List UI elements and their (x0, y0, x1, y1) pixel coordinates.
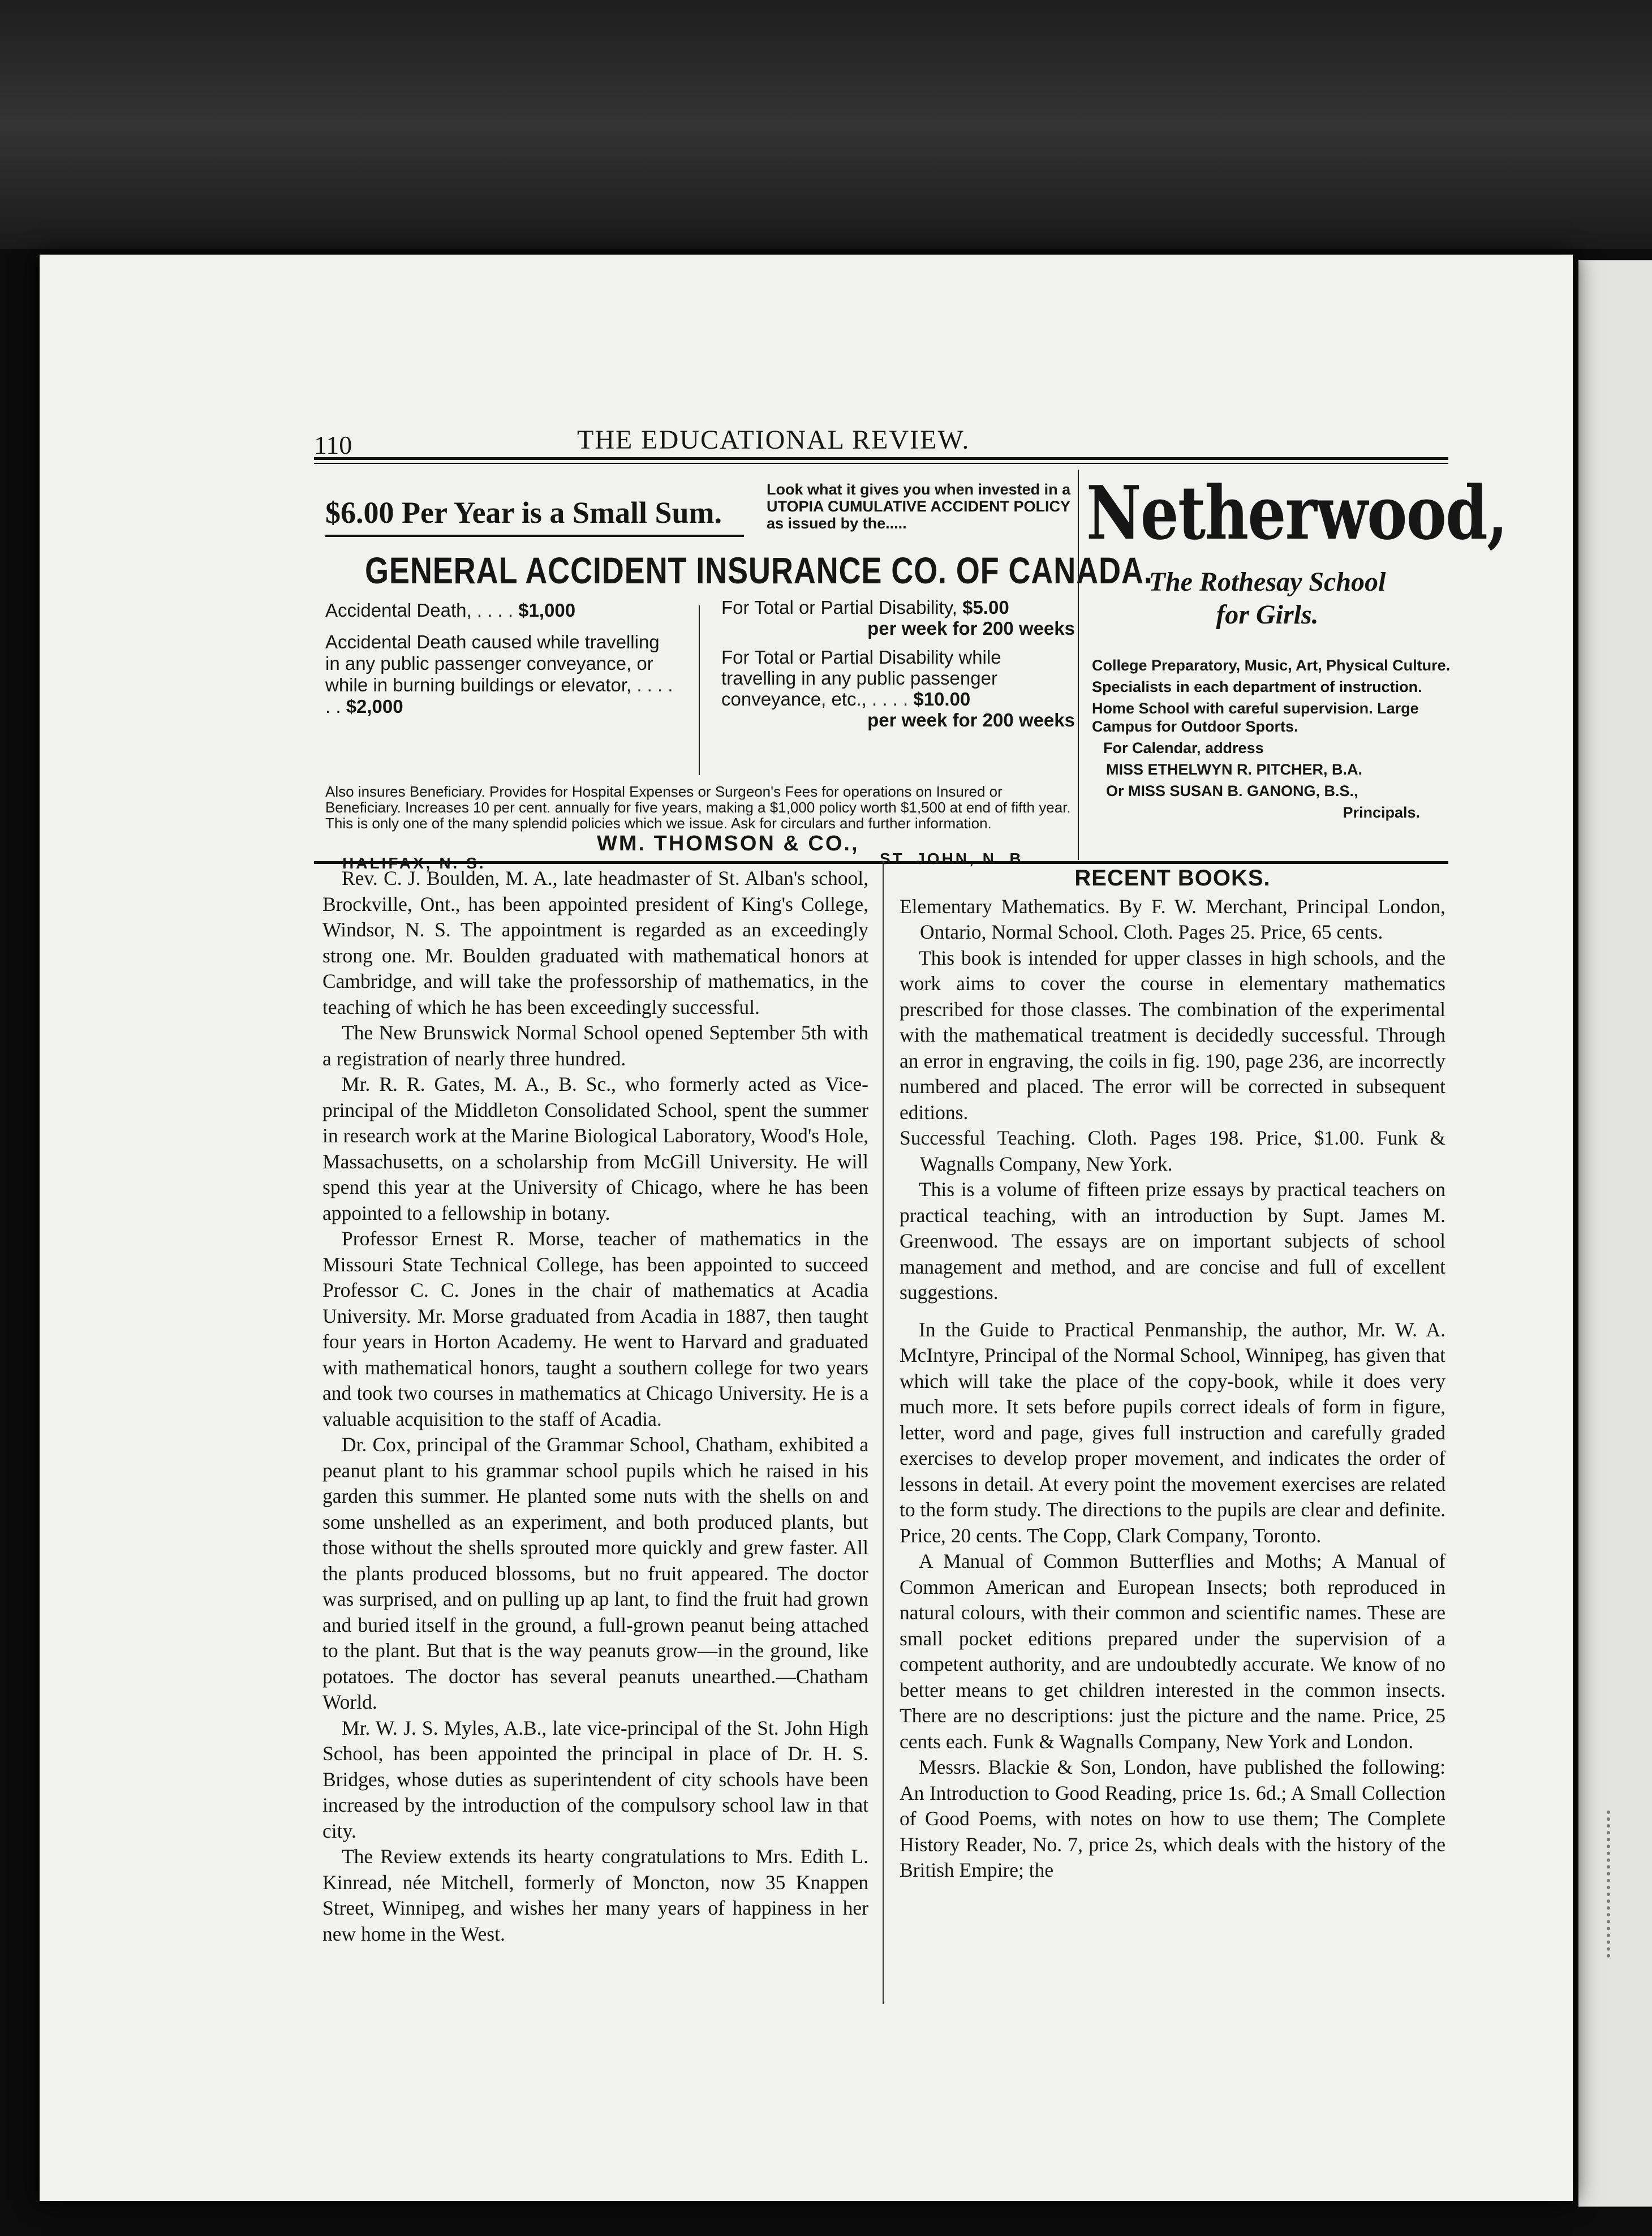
netherwood-subtitle-2: for Girls. (1216, 600, 1319, 630)
ad-headline-underline (325, 535, 744, 537)
paragraph-gap (900, 1306, 1445, 1317)
page-edge-marks (1607, 1811, 1616, 1958)
travel-death-text: Accidental Death caused while travelling in any public passenger conveyance, or while in burning buildings or elevator, . . . . . . (325, 631, 673, 717)
netherwood-subtitle (1081, 566, 1454, 631)
ad-side-note: Look what it gives you when invested in a UTOPIA CUMULATIVE ACCIDENT POLICY as issued by the..... (767, 481, 1071, 532)
insurance-company-name: GENERAL ACCIDENT INSURANCE CO. OF CANADA. (365, 549, 1153, 591)
travel-disability-amount: $10.00 (913, 689, 971, 710)
column-divider (883, 861, 884, 2004)
news-paragraph: Mr. R. R. Gates, M. A., B. Sc., who formerly acted as Vice-principal of the Middleton Consolidated School, spent the summer in research work at the Marine Biological Laboratory, Wood's Hole, Massachusetts, on a scholarship from McGill University. He will spend this year at the University of Chicago, where he has been appointed to a fellowship in botany. (322, 1073, 868, 1224)
book-review: Messrs. Blackie & Son, London, have published the following: An Introduction to Good Reading, price 1s. 6d.; A Small Collection of Good Poems, with notes on how to use them; The Complete History Reader, No. 7, price 2s, which deals with the history of the British Empire; the (900, 1756, 1445, 1881)
netherwood-details (1092, 656, 1454, 825)
benefits-divider (699, 605, 700, 775)
ad-headline: $6.00 Per Year is a Small Sum. (325, 496, 722, 530)
netherwood-specialists: Specialists in each department of instruction. (1092, 678, 1422, 695)
benefits-right (721, 597, 1075, 738)
netherwood-subtitle-1: The Rothesay School (1148, 567, 1386, 597)
netherwood-calendar-note: For Calendar, address (1103, 739, 1264, 756)
death-label: Accidental Death, . . . . (325, 600, 513, 621)
news-paragraph: The New Brunswick Normal School opened September 5th with a registration of nearly three hundred. (322, 1021, 868, 1070)
header-rule-thin (314, 463, 1448, 464)
news-column (322, 866, 868, 1947)
ad-agent: WM. THOMSON & CO., (597, 832, 859, 855)
news-paragraph: Mr. W. J. S. Myles, A.B., late vice-principal of the St. John High School, has been appointed the principal in place of Dr. H. S. Bridges, whose duties as superintendent of city schools have been increased by the introduction of the compulsory school law in that city. (322, 1716, 868, 1842)
travel-disability-text: For Total or Partial Disability while travelling in any public passenger conveyance, etc., . . . . (721, 647, 1001, 710)
netherwood-advertisement (1081, 470, 1507, 860)
disability-term: per week for 200 weeks (867, 618, 1075, 639)
news-paragraph: Dr. Cox, principal of the Grammar School, Chatham, exhibited a peanut plant to his grammar school pupils which he raised in his garden this summer. He planted some nuts with the shells on and some unshelled as an experiment, and both produced plants, but those without the shells sprouted more quickly and grew faster. All the plants produced blossoms, but no fruit appeared. The doctor was surprised, and on pulling up ap lant, to find the fruit had grown and buried itself in the ground, a full-grown peanut being attached to the plant. But that is the way peanuts grow—in the ground, like potatoes. The doctor has several peanuts unearthed.—Chatham World. (322, 1433, 868, 1713)
running-head: THE EDUCATIONAL REVIEW. (577, 425, 970, 455)
scanner-background (0, 0, 1652, 249)
book-review: This book is intended for upper classes in high schools, and the work aims to cover the course in elementary mathematics prescribed for those classes. The combination of the experimental with the mathematical treatment is decidedly successful. Through an error in engraving, the coils in fig. 190, page 236, are incorrectly numbered and placed. The error will be corrected in subsequent editions. (900, 946, 1445, 1124)
page-number: 110 (314, 431, 352, 459)
netherwood-principals-label: Principals. (1343, 804, 1420, 821)
book-review: A Manual of Common Butterflies and Moths; A Manual of Common American and European Insects; both reproduced in natural colours, with their common and scientific names. These are small pocket editions prepared under the supervision of a competent authority, and are undoubtedly accurate. We know of no better means to get children interested in the common insects. There are no descriptions: just the picture and the name. Price, 25 cents each. Funk & Wagnalls Company, New York and London. (900, 1550, 1445, 1753)
header-rule (314, 457, 1448, 460)
death-amount: $1,000 (518, 600, 576, 621)
netherwood-curriculum: College Preparatory, Music, Art, Physical Culture. (1092, 657, 1451, 674)
ad-city-halifax: HALIFAX, N. S. (342, 854, 486, 872)
recent-books-column (900, 866, 1445, 1884)
recent-books-title: RECENT BOOKS. (1074, 866, 1271, 891)
book-listing: Successful Teaching. Cloth. Pages 198. Price, $1.00. Funk & Wagnalls Company, New York. (900, 1126, 1445, 1175)
travel-disability-term: per week for 200 weeks (867, 710, 1075, 730)
netherwood-principal-1: MISS ETHELWYN R. PITCHER, B.A. (1106, 761, 1363, 778)
ad-fine-print: Also insures Beneficiary. Provides for Hospital Expenses or Surgeon's Fees for operations on Insured or Beneficiary. Increases 10 per cent. annually for five years, making a $1,000 policy worth $1,500 at end of fifth year. This is only one of the many splendid policies which we issue. Ask for circulars and further information. (325, 783, 1071, 832)
ad-city-st-john: ST. JOHN, N. B. (880, 850, 1030, 867)
netherwood-principal-2: Or MISS SUSAN B. GANONG, B.S., (1106, 782, 1358, 799)
news-paragraph: Professor Ernest R. Morse, teacher of mathematics in the Missouri State Technical College, has been appointed to succeed Professor C. C. Jones in the chair of mathematics at Acadia University. Mr. Morse graduated from Acadia in 1887, then taught four years in Horton Academy. He went to Harvard and graduated with mathematical honors, taught a southern college for two years and took two courses in mathematics at Chicago University. He is a valuable acquisition to the staff of Acadia. (322, 1227, 868, 1430)
ad-bottom-rule (314, 861, 1448, 864)
book-listing: Elementary Mathematics. By F. W. Merchant, Principal London, Ontario, Normal School. Cloth. Pages 25. Price, 65 cents. (900, 895, 1445, 943)
insurance-advertisement (314, 470, 1153, 872)
travel-death-amount: $2,000 (346, 696, 403, 717)
benefits-left (325, 600, 676, 728)
news-paragraph: Rev. C. J. Boulden, M. A., late headmaster of St. Alban's school, Brockville, Ont., has been appointed president of King's College, Windsor, N. S. The appointment is regarded as an exceedingly strong one. Mr. Boulden graduated with mathematical honors at Cambridge, and will take the professorship of mathematics, in the teaching of which he has been exceedingly successful. (322, 867, 868, 1018)
book-review: In the Guide to Practical Penmanship, the author, Mr. W. A. McIntyre, Principal of the Normal School, Winnipeg, has given that which will take the place of the copy-book, while it does very much more. It sets before pupils correct ideals of form in figure, letter, word and page, gives full instruction and carefully graded exercises to develop proper movement, and indicates the order of lessons in detail. At every point the movement exercises are related to the form study. The directions to the pupils are clear and definite. Price, 20 cents. The Copp, Clark Company, Toronto. (900, 1318, 1445, 1547)
news-paragraph: The Review extends its hearty congratulations to Mrs. Edith L. Kinread, née Mitchell, formerly of Moncton, now 35 Knappen Street, Winnipeg, and wishes her many years of happiness in her new home in the West. (322, 1845, 868, 1945)
disability-label: For Total or Partial Disability, (721, 597, 957, 618)
disability-amount: $5.00 (962, 597, 1009, 618)
netherwood-home-school: Home School with careful supervision. Large Campus for Outdoor Sports. (1092, 700, 1419, 735)
netherwood-title: Netherwood, (1086, 470, 1507, 556)
ad-divider (1078, 470, 1079, 860)
book-review: This is a volume of fifteen prize essays by practical teachers on practical teaching, with an introduction by Supt. James M. Greenwood. The essays are on important subjects of school management and method, and are concise and full of excellent suggestions. (900, 1178, 1445, 1304)
